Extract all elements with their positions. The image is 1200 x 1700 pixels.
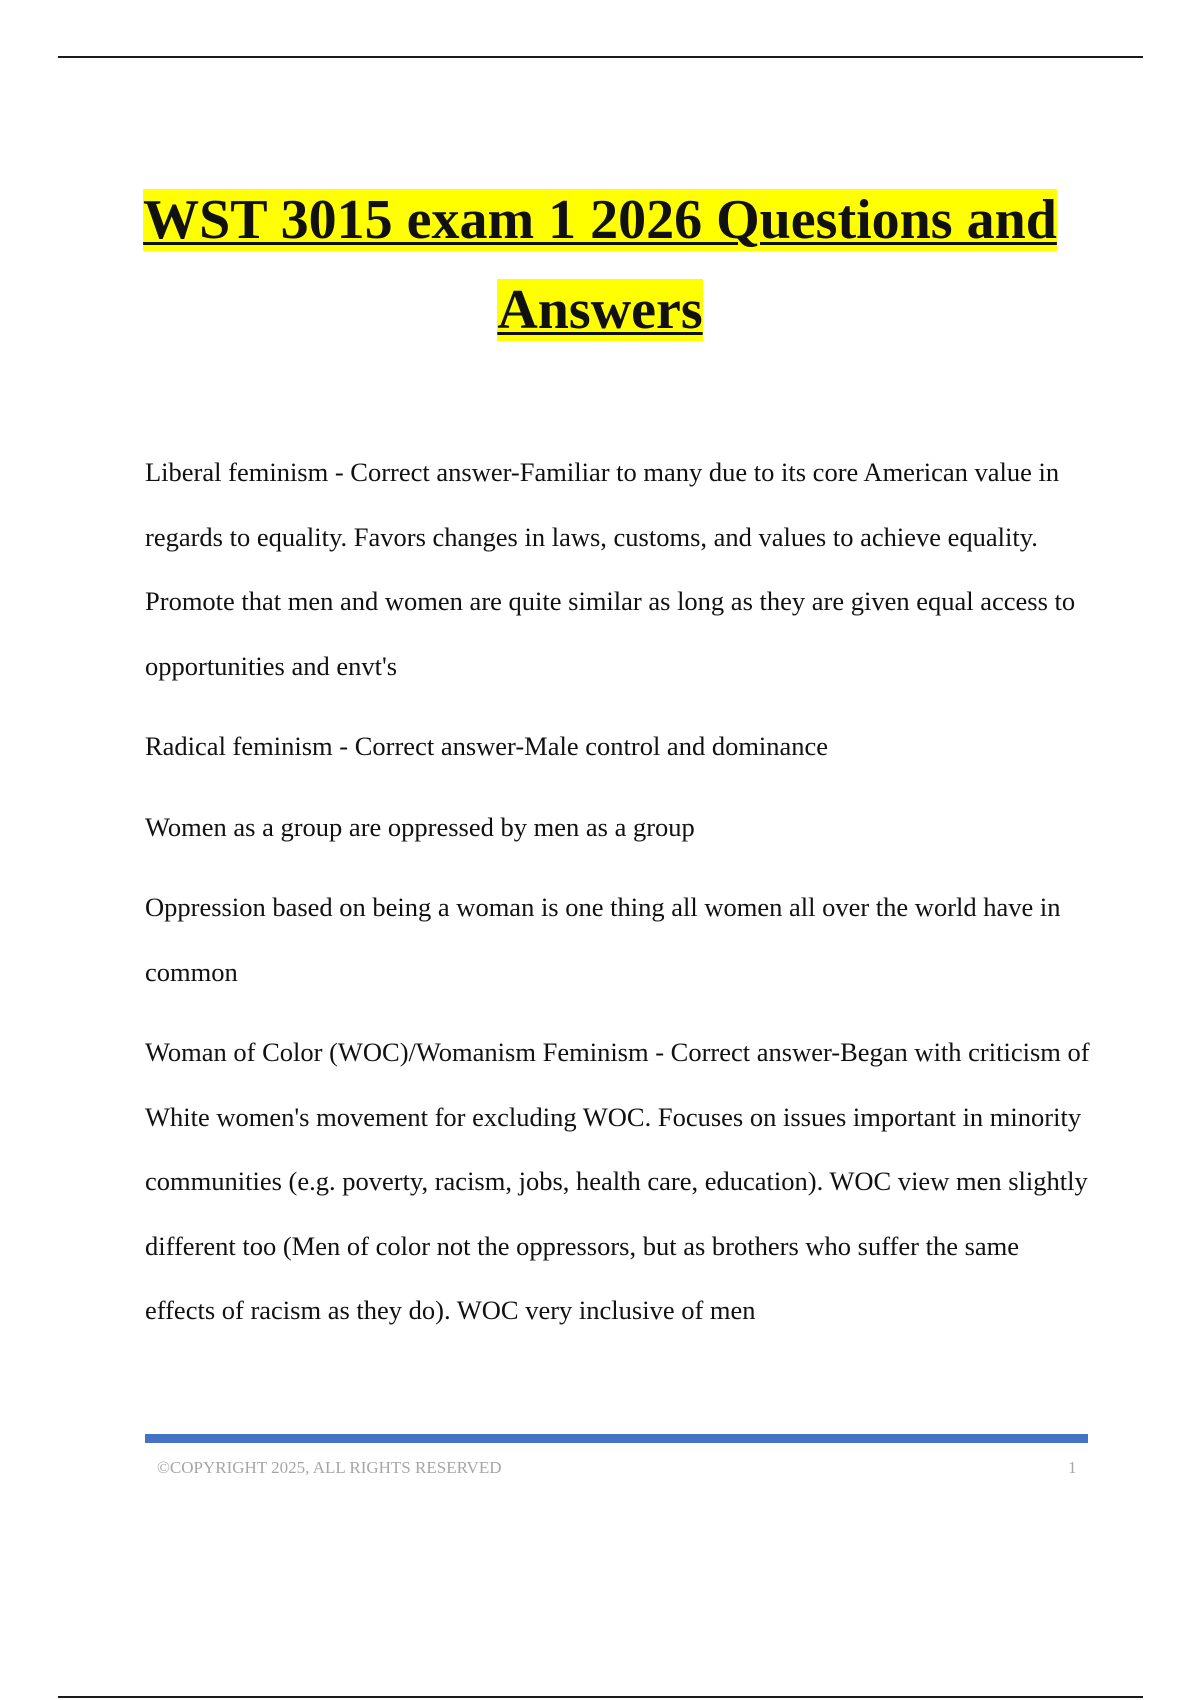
document-title bbox=[0, 175, 1200, 355]
paragraph-radical-feminism: Radical feminism - Correct answer-Male control and dominance bbox=[145, 731, 829, 761]
top-rule bbox=[58, 56, 1143, 58]
title-line-2: Answers bbox=[497, 279, 703, 341]
paragraph-women-oppressed: Women as a group are oppressed by men as a group bbox=[145, 811, 695, 842]
paragraph-oppression-common: Oppression based on being a woman is one thing all women all over the world have in common bbox=[145, 892, 1061, 987]
bottom-rule bbox=[58, 1696, 1143, 1698]
title-line-1: WST 3015 exam 1 2026 Questions and bbox=[143, 189, 1057, 251]
footer-copyright: ©COPYRIGHT 2025, ALL RIGHTS RESERVED bbox=[157, 1458, 502, 1477]
document-body bbox=[145, 440, 1095, 1359]
paragraph-woc-womanism: Woman of Color (WOC)/Womanism Feminism - Correct answer-Began with criticism of White women's movement for excluding WOC. Focuses on issues important in minority communities (e.g. poverty, racism, jobs, health care, education). WOC view men slightly different too (Men of color not the oppressors, but as brothers who suffer the same effects of racism as they do). WOC very inclusive of men bbox=[145, 1037, 1090, 1325]
footer-bar bbox=[145, 1434, 1088, 1443]
page-number: 1 bbox=[1068, 1458, 1077, 1477]
paragraph-liberal-feminism: Liberal feminism - Correct answer-Familiar to many due to its core American value in regards to equality. Favors changes in laws, customs, and values to achieve equality. Promote that men and women are quite similar as long as they are given equal access to opportunities and envt's bbox=[145, 457, 1076, 681]
